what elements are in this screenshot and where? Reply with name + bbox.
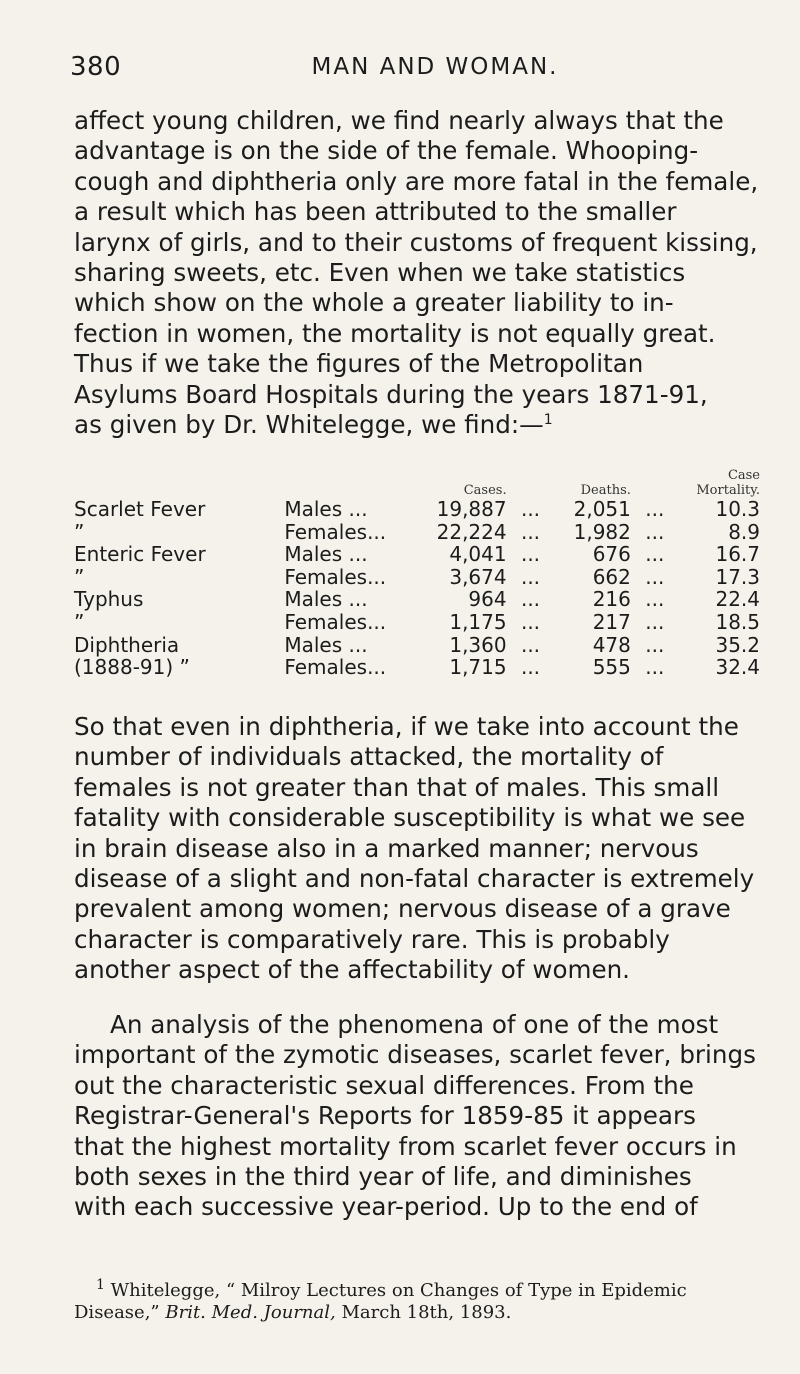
table-row (74, 588, 760, 611)
footnote-line (74, 1277, 760, 1302)
text-line: fatality with considerable susceptibility is what we see (74, 803, 746, 833)
text-line-content: as given by Dr. Whitelegge, we find:— (74, 410, 544, 440)
disease-name: ” (74, 519, 85, 544)
text-line: in brain disease also in a marked manner; nervous (74, 833, 699, 863)
text-line: Asylums Board Hospitals during the years 1871-91, (74, 379, 708, 409)
case-mortality-value: 32.4 (715, 655, 760, 680)
text-line: with each successive year-period. Up to the end of (74, 1192, 698, 1222)
header-case: Case (727, 468, 760, 483)
page-number: 380 (70, 52, 122, 82)
footnote-marker: 1 (96, 1277, 105, 1293)
sex-label: Females... (284, 519, 387, 544)
cases-value: 3,674 (449, 564, 507, 589)
disease-name: Enteric Fever (74, 542, 206, 567)
text-line: important of the zymotic diseases, scarlet fever, brings (74, 1040, 756, 1070)
text-line: advantage is on the side of the female. Whooping- (74, 136, 699, 166)
cases-value: 4,041 (449, 542, 507, 567)
text-line: character is comparatively rare. This is probably (74, 924, 670, 954)
leader-dots: ... (645, 632, 665, 657)
sex-label: Males ... (284, 497, 368, 521)
journal-title: Brit. Med. Journal, (165, 1302, 336, 1323)
case-mortality-value: 17.3 (715, 564, 760, 589)
disease-name: (1888-91) ” (74, 655, 190, 680)
footnote-line (74, 1302, 760, 1324)
table-row (74, 521, 760, 544)
deaths-value: 478 (592, 632, 631, 657)
text-line: disease of a slight and non-fatal character is extremely (74, 864, 755, 894)
text-line: cough and diphtheria only are more fatal in the female, (74, 166, 759, 196)
footnote (74, 1277, 760, 1324)
case-mortality-value: 8.9 (728, 519, 760, 544)
paragraph-intro (74, 106, 760, 440)
leader-dots: ... (520, 519, 541, 544)
deaths-value: 555 (592, 655, 631, 680)
text-line: that the highest mortality from scarlet fever occurs in (74, 1131, 737, 1161)
table-header-row (74, 468, 760, 498)
text-line-last (74, 410, 760, 440)
page-header (70, 52, 760, 88)
table-row (74, 543, 760, 566)
cases-value: 19,887 (436, 497, 507, 521)
cases-value: 1,360 (449, 632, 507, 657)
case-mortality-value: 16.7 (715, 542, 760, 567)
leader-dots: ... (520, 632, 541, 657)
deaths-value: 217 (592, 609, 631, 634)
text-line: An analysis of the phenomena of one of the most (110, 1010, 719, 1039)
table-row (74, 634, 760, 657)
text-line: So that even in diphtheria, if we take into account the (74, 712, 739, 741)
disease-name: Typhus (74, 587, 144, 612)
cases-value: 964 (468, 587, 507, 612)
text-line: affect young children, we find nearly always that the (74, 106, 724, 135)
text-line: larynx of girls, and to their customs of frequent kissing, (74, 227, 758, 257)
text-line: a result which has been attributed to the smaller (74, 197, 677, 227)
text-line: out the characteristic sexual differences. From the (74, 1070, 694, 1100)
disease-name: ” (74, 564, 85, 589)
header-mortality: Mortality. (696, 483, 760, 498)
footnote-date: March 18th, 1893. (341, 1302, 512, 1323)
table-row (74, 656, 760, 679)
table-row (74, 566, 760, 589)
leader-dots: ... (520, 542, 541, 567)
leader-dots: ... (520, 497, 541, 521)
deaths-value: 2,051 (573, 497, 631, 521)
header-case-mortality (679, 468, 760, 498)
mortality-table (74, 468, 760, 679)
leader-dots: ... (645, 497, 665, 521)
running-head: MAN AND WOMAN. (311, 54, 559, 80)
footnote-reference: 1 (543, 411, 553, 428)
case-mortality-value: 18.5 (715, 609, 760, 634)
sex-label: Males ... (284, 542, 368, 567)
disease-name: Diphtheria (74, 632, 180, 657)
header-cases: Cases. (463, 483, 507, 498)
deaths-value: 676 (592, 542, 631, 567)
leader-dots: ... (520, 655, 541, 680)
leader-dots: ... (645, 655, 665, 680)
header-deaths: Deaths. (580, 483, 631, 498)
sex-label: Females... (284, 609, 387, 634)
sex-label: Males ... (284, 587, 368, 612)
text-line: both sexes in the third year of life, and diminishes (74, 1162, 692, 1192)
cases-value: 1,715 (449, 655, 507, 680)
text-line: sharing sweets, etc. Even when we take statistics (74, 258, 686, 288)
text-line: Registrar-General's Reports for 1859-85 it appears (74, 1101, 696, 1131)
cases-value: 1,175 (449, 609, 507, 634)
text-line: females is not greater than that of males. This small (74, 772, 720, 802)
text-line: Thus if we take the figures of the Metropolitan (74, 349, 644, 379)
text-line: prevalent among women; nervous disease of a grave (74, 894, 731, 924)
leader-dots: ... (645, 587, 665, 612)
deaths-value: 216 (592, 587, 631, 612)
case-mortality-value: 10.3 (715, 497, 760, 521)
sex-label: Females... (284, 564, 387, 589)
leader-dots: ... (645, 542, 665, 567)
text-line: number of individuals attacked, the mortality of (74, 742, 664, 772)
leader-dots: ... (520, 564, 541, 589)
leader-dots: ... (520, 587, 541, 612)
paragraph-diphtheria (74, 712, 760, 986)
footnote-text: Disease,” (74, 1302, 160, 1323)
leader-dots: ... (645, 564, 665, 589)
deaths-value: 662 (592, 564, 631, 589)
text-line: which show on the whole a greater liability to in- (74, 288, 674, 318)
disease-name: ” (74, 609, 85, 634)
leader-dots: ... (645, 519, 665, 544)
leader-dots: ... (520, 609, 541, 634)
sex-label: Females... (284, 655, 387, 680)
text-line: another aspect of the affectability of women. (74, 955, 630, 985)
footnote-text: Whitelegge, “ Milroy Lectures on Changes of Type in Epidemic (110, 1280, 687, 1301)
table-row (74, 611, 760, 634)
leader-dots: ... (645, 609, 665, 634)
case-mortality-value: 35.2 (715, 632, 760, 657)
paragraph-scarlet-fever (74, 1010, 760, 1223)
case-mortality-value: 22.4 (715, 587, 760, 612)
sex-label: Males ... (284, 632, 368, 657)
cases-value: 22,224 (436, 519, 507, 544)
table-row (74, 498, 760, 521)
deaths-value: 1,982 (573, 519, 631, 544)
text-line: fection in women, the mortality is not equally great. (74, 318, 716, 348)
table-body (74, 498, 760, 679)
disease-name: Scarlet Fever (74, 497, 206, 521)
